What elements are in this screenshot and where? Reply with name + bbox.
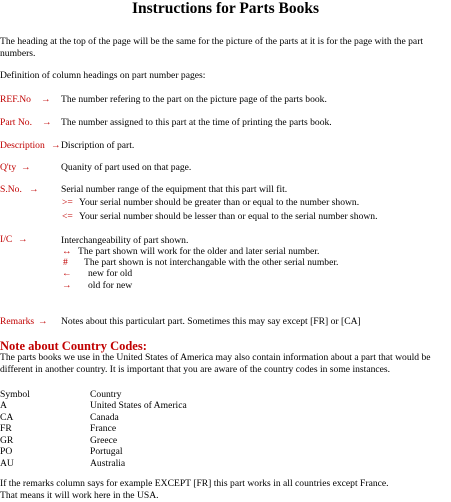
country-codes-heading: Note about Country Codes:: [0, 339, 147, 353]
right-arrow-icon: →: [18, 234, 28, 245]
definition-ref-no: The number refering to the part on the picture page of the parts book.: [61, 94, 327, 105]
country-column-header: Country: [90, 389, 122, 400]
right-arrow-icon: →: [62, 280, 72, 291]
country-name: France: [90, 423, 117, 434]
term-part-no: Part No.: [0, 117, 32, 128]
country-symbol: PO: [0, 446, 13, 457]
country-symbol: GR: [0, 435, 14, 446]
right-arrow-icon: →: [38, 316, 48, 327]
country-symbol: FR: [0, 423, 12, 434]
not-interchangeable-text: The part shown is not interchangable with the other serial number.: [84, 257, 339, 268]
serial-greater-text: Your serial number should be greater than or equal to the number shown.: [79, 197, 360, 208]
footer-note-line-1: If the remarks column says for example EXCEPT [FR] this part works in all countries except France.: [0, 478, 389, 489]
definition-heading: Definition of column headings on part number pages:: [0, 70, 206, 81]
left-right-arrow-icon: ↔: [62, 246, 72, 257]
page-title: Instructions for Parts Books: [131, 0, 319, 17]
interchangeable-text: The part shown will work for the older and later serial number.: [78, 246, 320, 257]
left-arrow-icon: ←: [62, 268, 72, 279]
country-codes-intro: The parts books we use in the United States of America may also contain information about a part that would be different in another country. It is important that you are aware of the country codes in some instances.: [0, 352, 431, 375]
country-symbol: CA: [0, 412, 14, 423]
right-arrow-icon: →: [42, 117, 52, 128]
footer-note-line-2: That means it will work here in the USA.: [0, 490, 159, 501]
country-name: Portugal: [90, 446, 123, 457]
term-description: Description: [0, 140, 45, 151]
definition-qty: Quanity of part used on that page.: [61, 162, 192, 173]
greater-equal-symbol: >=: [62, 197, 73, 208]
country-name: Greece: [90, 435, 118, 446]
definition-serial-no: Serial number range of the equipment that this part will fit.: [61, 184, 288, 195]
country-name: United States of America: [90, 400, 187, 411]
definition-remarks: Notes about this particulart part. Sometimes this may say except [FR] or [CA]: [61, 316, 361, 327]
new-for-old-text: new for old: [88, 268, 133, 279]
right-arrow-icon: →: [41, 94, 51, 105]
right-arrow-icon: →: [21, 162, 31, 173]
hash-symbol: #: [63, 257, 68, 268]
country-name: Canada: [90, 412, 119, 423]
serial-lesser-text: Your serial number should be lesser than or equal to the serial number shown.: [79, 211, 378, 222]
right-arrow-icon: →: [29, 184, 39, 195]
term-remarks: Remarks: [0, 316, 35, 327]
definition-description: Discription of part.: [61, 140, 135, 151]
term-ref-no: REF.No: [0, 94, 31, 105]
term-interchangeability: I/C: [0, 234, 13, 245]
term-serial-no: S.No.: [0, 184, 22, 195]
intro-paragraph: The heading at the top of the page will be the same for the picture of the parts at it is for the page with the part numbers.: [0, 36, 424, 59]
symbol-column-header: Symbol: [0, 389, 30, 400]
definition-interchangeability: Interchangeability of part shown.: [61, 235, 189, 246]
less-equal-symbol: <=: [62, 211, 73, 222]
term-qty: Q'ty: [0, 162, 17, 173]
country-symbol: AU: [0, 458, 14, 469]
old-for-new-text: old for new: [88, 280, 133, 291]
right-arrow-icon: →: [51, 140, 61, 151]
definition-part-no: The number assigned to this part at the time of printing the parts book.: [61, 117, 332, 128]
country-name: Australia: [90, 458, 126, 469]
country-symbol: A: [0, 400, 7, 411]
